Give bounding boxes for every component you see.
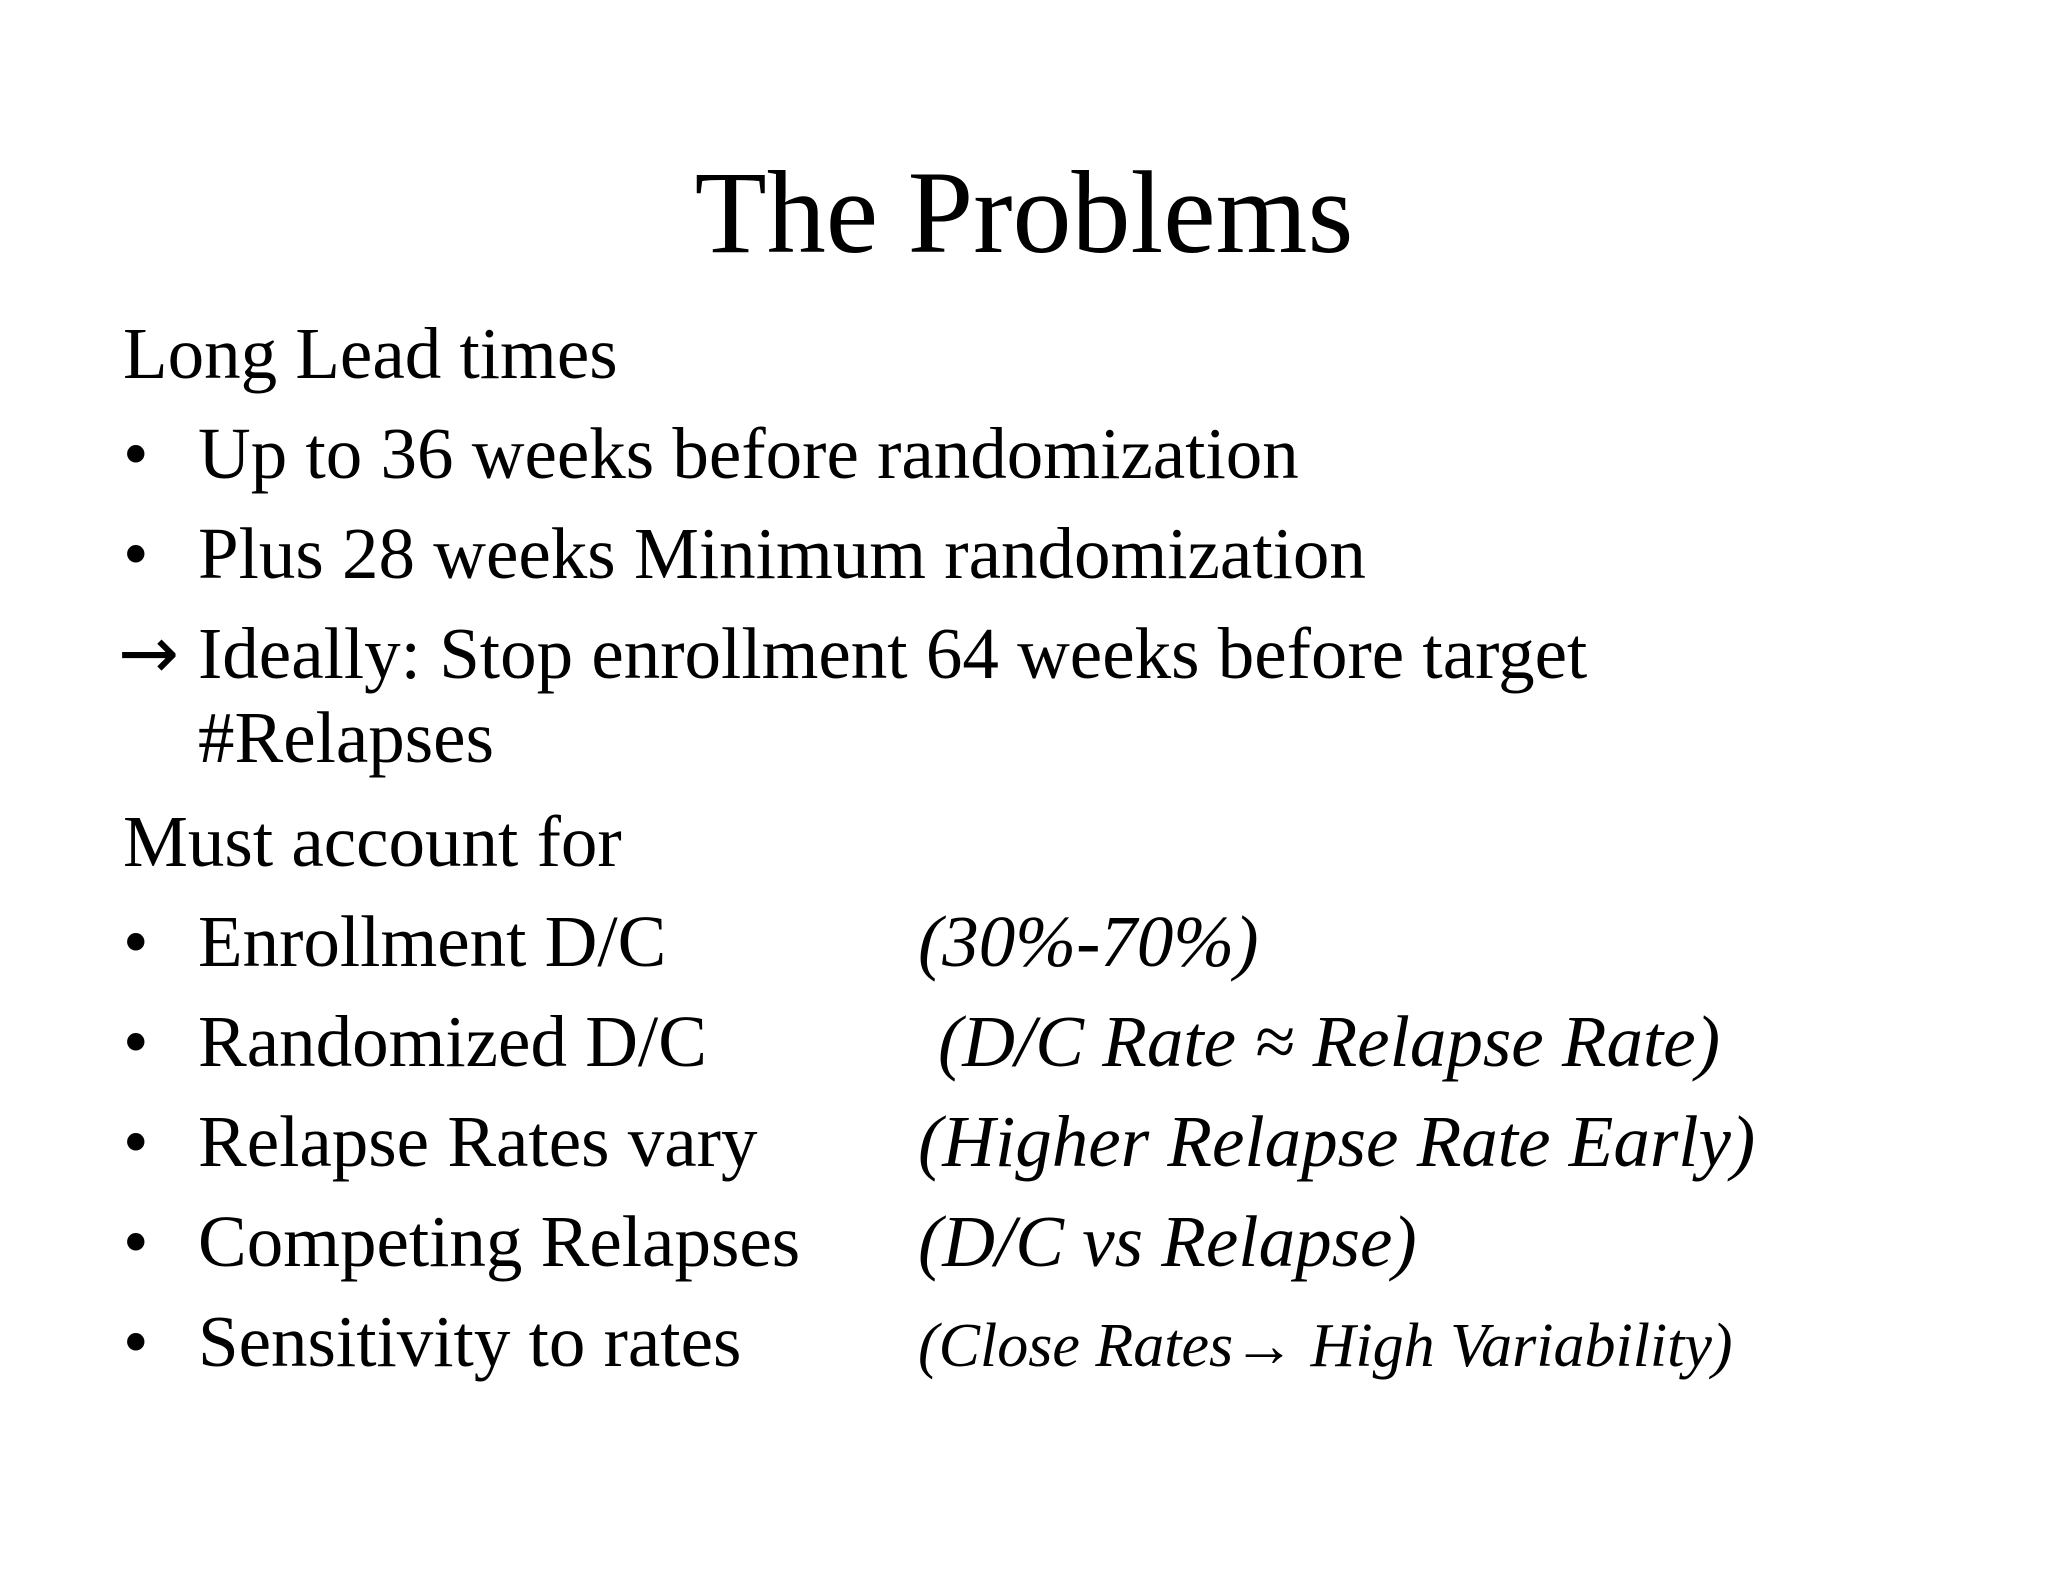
slide-title: The Problems [694,147,1354,278]
factor-note: (D/C vs Relapse) [918,1201,1417,1282]
arrow-right-icon: → [118,611,180,696]
bullet-icon: • [123,1001,149,1082]
bullet-item: Plus 28 weeks Minimum randomization [198,513,1366,594]
bullet-icon: • [123,413,149,494]
factor-label: Sensitivity to rates [198,1301,742,1382]
bullet-icon: • [123,1301,149,1382]
bullet-icon: • [123,513,149,594]
section-heading-must-account-for: Must account for [123,801,622,882]
factor-label: Randomized D/C [198,1001,707,1082]
bullet-item: Up to 36 weeks before randomization [198,413,1299,494]
factor-label: Relapse Rates vary [198,1101,758,1182]
bullet-icon: • [123,901,149,982]
section-heading-long-lead-times: Long Lead times [123,313,618,394]
factor-note: (Close Rates→ High Variability) [918,1312,1733,1380]
factor-label: Enrollment D/C [198,901,667,982]
bullet-icon: • [123,1101,149,1182]
factor-note: (30%-70%) [918,901,1259,982]
factor-label: Competing Relapses [198,1201,801,1282]
arrow-statement-line-1: Ideally: Stop enrollment 64 weeks before target [198,613,1588,694]
factor-note: (Higher Relapse Rate Early) [918,1101,1756,1182]
factor-note: (D/C Rate ≈ Relapse Rate) [938,1001,1721,1082]
arrow-statement-line-2: #Relapses [198,697,494,778]
bullet-icon: • [123,1201,149,1282]
